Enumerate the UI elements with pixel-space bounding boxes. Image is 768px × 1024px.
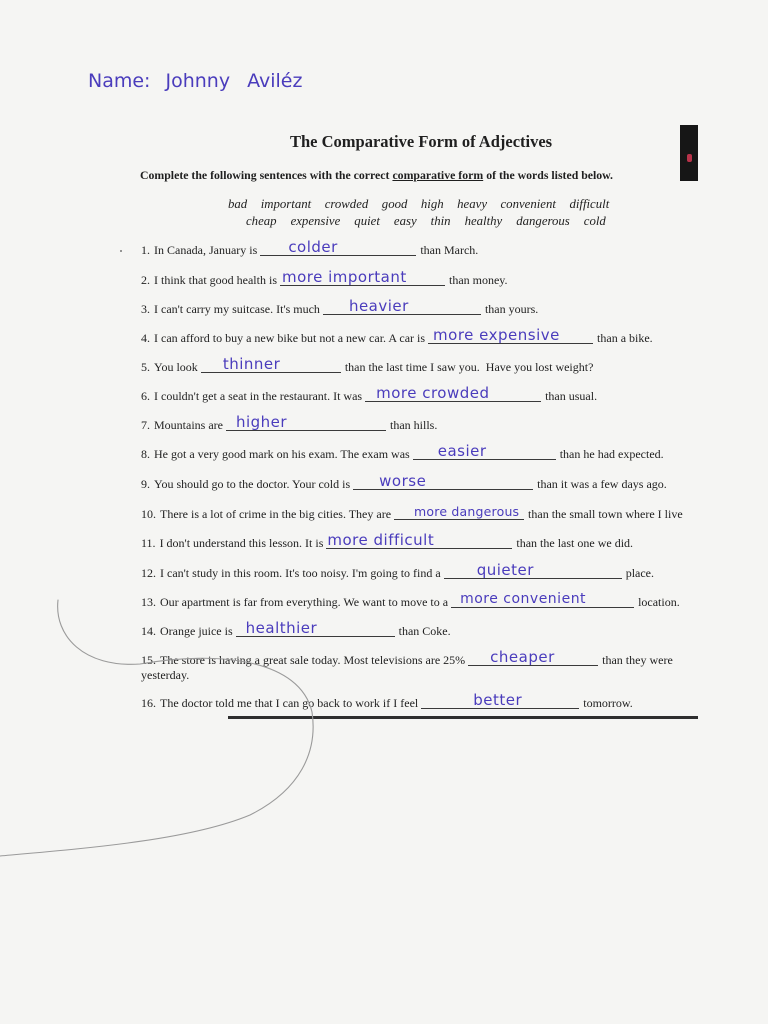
question-3-text-after: than yours. xyxy=(484,302,539,316)
question-7-text: Mountains are xyxy=(154,418,223,432)
word-bank-item: bad xyxy=(228,197,248,211)
instructions-underlined: comparative form xyxy=(392,168,484,182)
word-bank-item: heavy xyxy=(457,197,487,211)
question-10-text-after: than the small town where I live xyxy=(528,507,683,521)
question-6-text-after: than usual. xyxy=(545,389,598,403)
question-11-blank xyxy=(326,531,512,549)
question-13 xyxy=(141,591,680,610)
question-10-number: 10. xyxy=(141,507,156,521)
question-9-text-after: than it was a few days ago. xyxy=(537,477,667,491)
word-bank-item: healthy xyxy=(464,214,503,228)
question-14-text: Orange juice is xyxy=(160,624,233,638)
question-12-blank xyxy=(444,561,622,579)
question-15-continued xyxy=(141,667,189,683)
question-3 xyxy=(141,297,539,317)
word-bank-item: quiet xyxy=(354,214,380,228)
question-13-text-after: location. xyxy=(638,595,680,609)
question-1 xyxy=(141,238,479,258)
question-3-answer: heavier xyxy=(348,297,409,315)
question-6-text: I couldn't get a seat in the restaurant. It was xyxy=(154,389,363,403)
question-16-blank xyxy=(421,691,579,709)
worksheet-title: The Comparative Form of Adjectives xyxy=(290,132,553,151)
instructions-text-end: of the words listed below. xyxy=(486,168,614,182)
question-2 xyxy=(141,268,508,288)
question-11-number: 11. xyxy=(141,536,156,550)
question-16-text-after: tomorrow. xyxy=(583,696,633,710)
question-12 xyxy=(141,561,654,581)
question-7-number: 7. xyxy=(141,418,150,432)
question-15-blank xyxy=(468,648,598,666)
question-4-text-after: than a bike. xyxy=(597,331,653,345)
question-5-blank xyxy=(201,355,341,373)
question-11-text-after: than the last one we did. xyxy=(516,536,634,550)
question-9-number: 9. xyxy=(141,477,150,491)
question-1-text: In Canada, January is xyxy=(154,243,258,257)
question-5-number: 5. xyxy=(141,360,150,374)
question-5 xyxy=(141,355,594,375)
question-12-text: I can't study in this room. It's too noisy. I'm going to find a xyxy=(160,566,441,580)
word-bank-row-2 xyxy=(246,213,606,229)
question-10 xyxy=(141,506,683,522)
question-9 xyxy=(141,472,667,492)
question-7-text-after: than hills. xyxy=(389,418,438,432)
question-16-answer: better xyxy=(473,691,523,709)
question-10-answer: more dangerous xyxy=(414,504,520,519)
word-bank-item: cold xyxy=(583,214,606,228)
question-8 xyxy=(141,442,664,462)
question-3-number: 3. xyxy=(141,302,150,316)
word-bank-item: dangerous xyxy=(516,214,570,228)
question-14-blank xyxy=(236,619,395,637)
question-10-text: There is a lot of crime in the big cities. They are xyxy=(160,507,392,521)
instructions xyxy=(140,167,613,183)
question-8-blank xyxy=(413,442,556,460)
question-9-blank xyxy=(353,472,533,490)
instructions-text: Complete the following sentences with the correct xyxy=(140,168,390,182)
question-15 xyxy=(141,648,673,668)
question-13-number: 13. xyxy=(141,595,156,609)
question-5-text-after: than the last time I saw you. Have you lost weight? xyxy=(344,360,594,374)
question-1-number: 1. xyxy=(141,243,150,257)
question-3-text: I can't carry my suitcase. It's much xyxy=(154,302,320,316)
question-7-blank xyxy=(226,413,386,431)
question-6-blank xyxy=(365,384,541,402)
question-4-number: 4. xyxy=(141,331,150,345)
question-6 xyxy=(141,384,598,404)
question-5-answer: thinner xyxy=(222,355,281,373)
question-14-text-after: than Coke. xyxy=(398,624,451,638)
question-9-answer: worse xyxy=(379,472,427,490)
question-7-answer: higher xyxy=(235,413,288,431)
question-13-blank xyxy=(451,591,634,608)
word-bank-item: cheap xyxy=(246,214,277,228)
question-11-text: I don't understand this lesson. It is xyxy=(159,536,324,550)
word-bank-row-1 xyxy=(228,196,609,212)
question-8-text: He got a very good mark on his exam. The exam was xyxy=(154,447,410,461)
question-4-text: I can afford to buy a new bike but not a new car. A car is xyxy=(154,331,426,345)
question-12-number: 12. xyxy=(141,566,156,580)
question-16-text: The doctor told me that I can go back to work if I feel xyxy=(160,696,419,710)
question-2-blank xyxy=(280,268,445,286)
question-15-text-after: than they were xyxy=(602,653,673,667)
question-8-answer: easier xyxy=(437,442,487,460)
student-name-line xyxy=(88,70,302,92)
question-11 xyxy=(141,531,634,551)
question-14-answer: healthier xyxy=(245,619,318,637)
student-name: Johnny Aviléz xyxy=(165,70,303,92)
question-12-answer: quieter xyxy=(476,561,534,579)
word-bank-item: expensive xyxy=(290,214,341,228)
question-15-number: 15. xyxy=(141,653,156,667)
question-14-number: 14. xyxy=(141,624,156,638)
word-bank-item: important xyxy=(260,197,312,211)
red-mark xyxy=(687,154,692,162)
question-1-text-after: than March. xyxy=(420,243,479,257)
question-8-number: 8. xyxy=(141,447,150,461)
question-2-text: I think that good health is xyxy=(154,273,277,287)
question-6-answer: more crowded xyxy=(376,384,490,402)
word-bank-item: high xyxy=(420,197,444,211)
question-2-text-after: than money. xyxy=(448,273,508,287)
name-label: Name: xyxy=(88,70,151,92)
word-bank-item: crowded xyxy=(324,197,369,211)
question-15-answer: cheaper xyxy=(490,648,555,666)
word-bank-item: thin xyxy=(430,214,451,228)
question-14 xyxy=(141,619,451,639)
question-2-number: 2. xyxy=(141,273,150,287)
question-4 xyxy=(141,326,653,346)
question-15-text-line-2: yesterday. xyxy=(141,668,190,682)
word-bank-item: difficult xyxy=(569,197,610,211)
question-11-answer: more difficult xyxy=(327,531,435,549)
question-15-text: The store is having a great sale today. Most televisions are 25% xyxy=(160,653,466,667)
question-5-text: You look xyxy=(154,360,198,374)
question-6-number: 6. xyxy=(141,389,150,403)
stray-dot xyxy=(120,250,122,252)
question-9-text: You should go to the doctor. Your cold is xyxy=(154,477,351,491)
question-8-text-after: than he had expected. xyxy=(559,447,664,461)
question-16-number: 16. xyxy=(141,696,156,710)
question-4-answer: more expensive xyxy=(433,326,560,344)
question-1-blank xyxy=(260,238,416,256)
question-12-text-after: place. xyxy=(625,566,654,580)
word-bank-item: easy xyxy=(393,214,417,228)
binder-tab-mark xyxy=(680,125,698,181)
word-bank-item: good xyxy=(381,197,408,211)
question-4-blank xyxy=(428,326,593,344)
question-13-answer: more convenient xyxy=(460,591,587,607)
question-10-blank xyxy=(394,504,524,520)
bottom-rule xyxy=(228,716,698,719)
question-7 xyxy=(141,413,438,433)
question-3-blank xyxy=(323,297,481,315)
question-16 xyxy=(141,691,633,711)
question-2-answer: more important xyxy=(281,268,407,286)
question-13-text: Our apartment is far from everything. We want to move to a xyxy=(160,595,449,609)
word-bank-item: convenient xyxy=(500,197,556,211)
question-1-answer: colder xyxy=(288,238,338,256)
